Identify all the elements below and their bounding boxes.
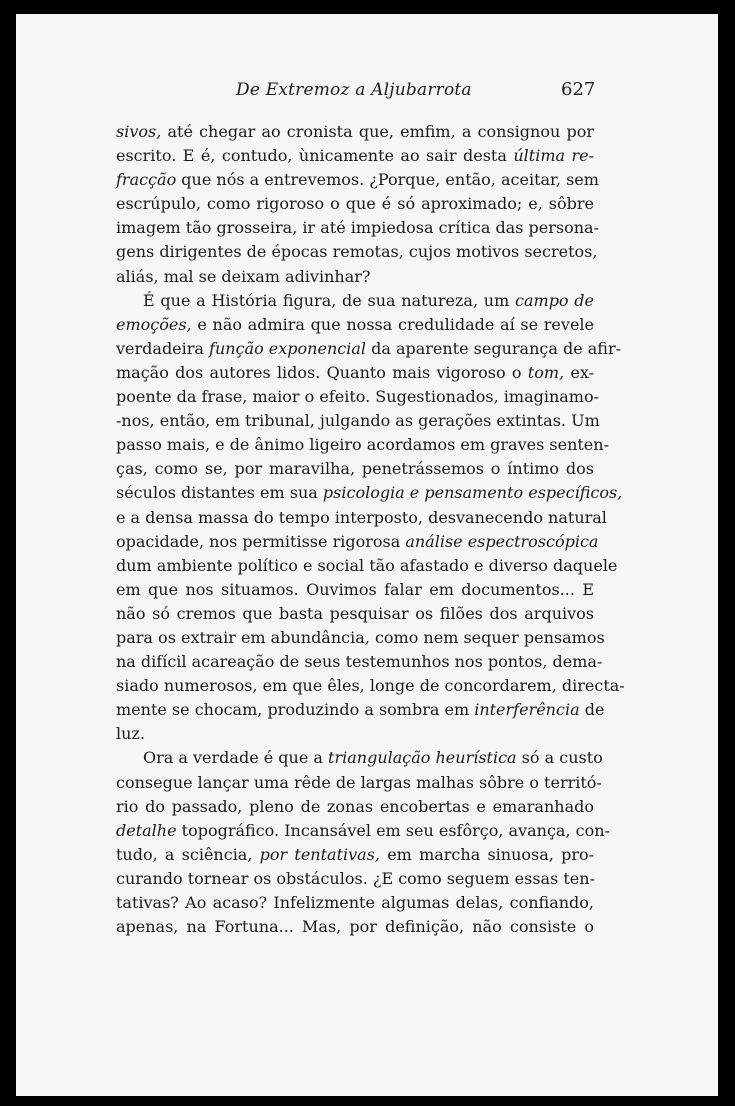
text-line: fracção que nós a entrevemos. ¿Porque, então, aceitar, sem (116, 170, 599, 190)
text-line: luz. (116, 724, 145, 744)
text-line: poente da frase, maior o efeito. Sugestionados, imaginamo- (116, 387, 600, 407)
text-line: mente se chocam, produzindo a sombra em interferência de (116, 700, 605, 720)
text-line: ças, como se, por maravilha, penetrássemos o íntimo dos (116, 459, 594, 479)
text-line: Ora a verdade é que a triangulação heurística só a custo (143, 748, 603, 768)
text-line: mação dos autores lidos. Quanto mais vigoroso o tom, ex- (116, 362, 594, 382)
text-line: curando tornear os obstáculos. ¿E como seguem essas ten- (116, 868, 595, 888)
text-line: verdadeira função exponencial da aparente segurança de afir- (116, 338, 622, 358)
text-line: sivos, até chegar ao cronista que, emfim, a consignou por (116, 122, 594, 141)
page-header (16, 74, 718, 104)
text-line: séculos distantes em sua psicologia e pensamento específicos, (116, 483, 623, 503)
text-line: -nos, então, em tribunal, julgando as gerações extintas. Um (116, 411, 600, 431)
paragraph (116, 120, 599, 289)
text-line: em que nos situamos. Ouvimos falar em documentos... E (116, 579, 594, 599)
text-line: passo mais, e de ânimo ligeiro acordamos em graves senten- (116, 435, 609, 455)
text-line: detalhe topográfico. Incansável em seu esfôrço, avança, con- (116, 820, 610, 840)
text-line: consegue lançar uma rêde de largas malhas sôbre o territó- (116, 772, 602, 792)
text-line: na difícil acareação de seus testemunhos nos pontos, dema- (116, 652, 603, 672)
page-number: 627 (561, 79, 596, 100)
text-line: e a densa massa do tempo interposto, desvanecendo natural (116, 507, 607, 527)
text-line: emoções, e não admira que nossa credulidade aí se revele (116, 314, 594, 334)
text-line: siado numerosos, em que êles, longe de concordarem, directa- (116, 676, 625, 696)
text-line: gens dirigentes de épocas remotas, cujos motivos secretos, (116, 242, 598, 262)
text-line: dum ambiente político e social tão afastado e diverso daquele (116, 555, 618, 575)
text-line: aliás, mal se deixam adivinhar? (116, 266, 371, 286)
running-title: De Extremoz a Aljubarrota (236, 80, 472, 100)
book-page (16, 14, 718, 1096)
text-line: apenas, na Fortuna... Mas, por definição, não consiste o (116, 917, 594, 937)
text-line: escrito. E é, contudo, ùnicamente ao sair desta última re- (116, 146, 594, 166)
text-line: rio do passado, pleno de zonas encobertas e emaranhado (116, 796, 594, 816)
paragraph (116, 746, 610, 939)
text-line: para os extrair em abundância, como nem sequer pensamos (116, 627, 605, 647)
paragraph (116, 289, 625, 747)
text-line: opacidade, nos permitisse rigorosa análise espectroscópica (116, 531, 599, 551)
text-line: não só cremos que basta pesquisar os filões dos arquivos (116, 603, 594, 623)
text-line: tativas? Ao acaso? Infelizmente algumas delas, confiando, (116, 893, 594, 912)
body-text (116, 120, 625, 939)
text-line: escrúpulo, como rigoroso o que é só aproximado; e, sôbre (116, 194, 594, 214)
text-line: É que a História figura, de sua natureza, um campo de (143, 290, 595, 310)
text-line: imagem tão grosseira, ir até impiedosa crítica das persona- (116, 218, 599, 238)
text-line: tudo, a sciência, por tentativas, em marcha sinuosa, pro- (116, 844, 595, 864)
